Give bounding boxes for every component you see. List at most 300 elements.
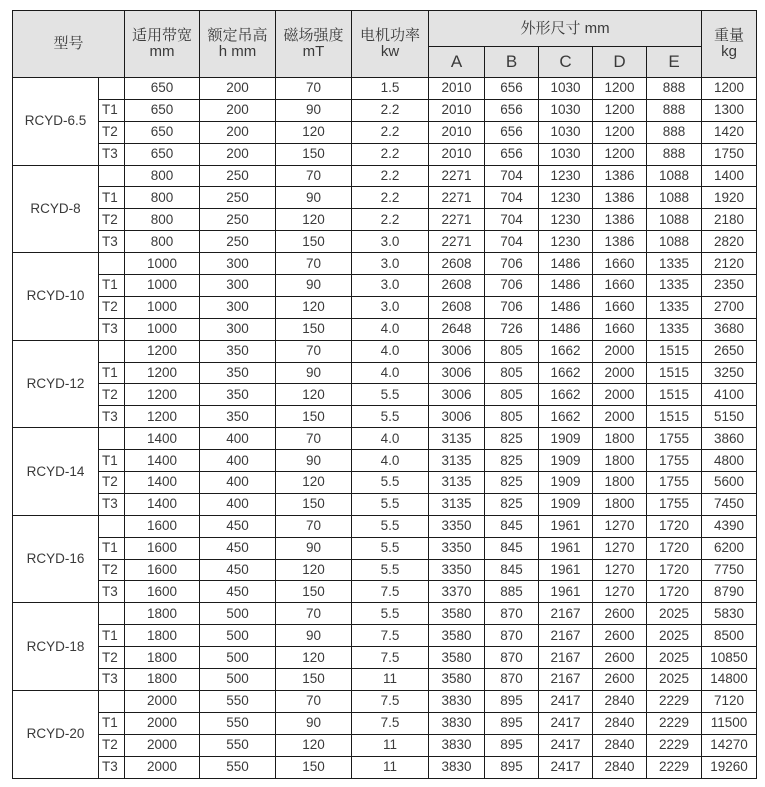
header-weight: 重量 kg [702, 11, 757, 78]
spec-table [12, 10, 757, 779]
cell-lift-height: 300 [200, 253, 276, 275]
cell-weight: 10850 [702, 647, 757, 669]
cell-variant: T2 [99, 209, 125, 231]
cell-belt-width: 800 [125, 209, 200, 231]
cell-dim-a: 3135 [429, 450, 485, 472]
cell-weight: 8790 [702, 581, 757, 603]
cell-lift-height: 550 [200, 734, 276, 756]
cell-dim-d: 1386 [593, 187, 647, 209]
cell-motor-power: 4.0 [352, 450, 429, 472]
cell-motor-power: 3.0 [352, 275, 429, 297]
cell-dim-d: 2000 [593, 406, 647, 428]
cell-dim-d: 1386 [593, 165, 647, 187]
cell-field-strength: 120 [276, 472, 352, 494]
cell-field-strength: 120 [276, 209, 352, 231]
cell-dim-d: 2840 [593, 690, 647, 712]
cell-field-strength: 150 [276, 143, 352, 165]
cell-dim-c: 1030 [539, 78, 593, 100]
cell-dim-b: 805 [485, 362, 539, 384]
cell-weight: 2820 [702, 231, 757, 253]
cell-belt-width: 1600 [125, 515, 200, 537]
cell-lift-height: 250 [200, 231, 276, 253]
cell-variant: T1 [99, 362, 125, 384]
cell-dim-d: 2600 [593, 603, 647, 625]
table-row [13, 559, 757, 581]
cell-lift-height: 450 [200, 581, 276, 603]
cell-dim-d: 2000 [593, 384, 647, 406]
cell-dim-d: 1386 [593, 231, 647, 253]
cell-field-strength: 90 [276, 275, 352, 297]
cell-dim-a: 2271 [429, 165, 485, 187]
table-row [13, 187, 757, 209]
cell-dim-c: 1030 [539, 143, 593, 165]
cell-field-strength: 70 [276, 340, 352, 362]
cell-lift-height: 450 [200, 559, 276, 581]
cell-variant: T3 [99, 143, 125, 165]
cell-dim-a: 3350 [429, 515, 485, 537]
cell-belt-width: 2000 [125, 756, 200, 778]
cell-variant: T2 [99, 734, 125, 756]
cell-field-strength: 150 [276, 406, 352, 428]
cell-motor-power: 5.5 [352, 603, 429, 625]
header-dimensions: 外形尺寸 mm [429, 11, 702, 47]
table-row [13, 647, 757, 669]
cell-variant: T1 [99, 450, 125, 472]
table-row [13, 340, 757, 362]
cell-dim-d: 1270 [593, 581, 647, 603]
cell-variant: T2 [99, 121, 125, 143]
cell-dim-a: 3350 [429, 559, 485, 581]
cell-belt-width: 1000 [125, 318, 200, 340]
cell-variant: T3 [99, 406, 125, 428]
cell-variant: T2 [99, 296, 125, 318]
cell-dim-d: 1270 [593, 559, 647, 581]
cell-dim-e: 1088 [647, 165, 702, 187]
header-model: 型号 [13, 11, 125, 78]
cell-dim-d: 2600 [593, 647, 647, 669]
table-row [13, 99, 757, 121]
cell-dim-e: 1088 [647, 187, 702, 209]
cell-lift-height: 550 [200, 690, 276, 712]
cell-dim-b: 895 [485, 734, 539, 756]
cell-lift-height: 400 [200, 493, 276, 515]
cell-dim-e: 1515 [647, 406, 702, 428]
cell-motor-power: 3.0 [352, 253, 429, 275]
cell-field-strength: 90 [276, 712, 352, 734]
cell-motor-power: 4.0 [352, 318, 429, 340]
header-dim-a: A [429, 47, 485, 78]
cell-dim-d: 1660 [593, 296, 647, 318]
cell-dim-d: 1800 [593, 428, 647, 450]
cell-weight: 19260 [702, 756, 757, 778]
cell-lift-height: 550 [200, 712, 276, 734]
cell-motor-power: 1.5 [352, 78, 429, 100]
cell-field-strength: 120 [276, 121, 352, 143]
cell-variant: T1 [99, 275, 125, 297]
cell-dim-a: 2271 [429, 187, 485, 209]
cell-lift-height: 350 [200, 362, 276, 384]
cell-dim-c: 1662 [539, 384, 593, 406]
cell-weight: 1400 [702, 165, 757, 187]
cell-dim-c: 1486 [539, 253, 593, 275]
cell-dim-d: 1660 [593, 275, 647, 297]
cell-dim-b: 895 [485, 712, 539, 734]
cell-dim-b: 870 [485, 647, 539, 669]
cell-lift-height: 300 [200, 318, 276, 340]
cell-dim-e: 1088 [647, 231, 702, 253]
cell-dim-a: 2010 [429, 143, 485, 165]
cell-dim-d: 1800 [593, 450, 647, 472]
cell-dim-c: 2417 [539, 712, 593, 734]
cell-dim-e: 2229 [647, 734, 702, 756]
cell-motor-power: 2.2 [352, 187, 429, 209]
cell-dim-c: 1486 [539, 296, 593, 318]
cell-dim-e: 1515 [647, 362, 702, 384]
cell-dim-b: 706 [485, 296, 539, 318]
cell-motor-power: 7.5 [352, 625, 429, 647]
cell-dim-e: 1720 [647, 537, 702, 559]
cell-dim-b: 726 [485, 318, 539, 340]
cell-dim-e: 2229 [647, 690, 702, 712]
cell-motor-power: 2.2 [352, 209, 429, 231]
table-row [13, 690, 757, 712]
cell-dim-a: 3135 [429, 428, 485, 450]
cell-dim-c: 1662 [539, 340, 593, 362]
table-row [13, 625, 757, 647]
cell-belt-width: 650 [125, 78, 200, 100]
cell-weight: 1200 [702, 78, 757, 100]
cell-lift-height: 400 [200, 428, 276, 450]
cell-dim-b: 845 [485, 515, 539, 537]
cell-field-strength: 70 [276, 165, 352, 187]
cell-dim-b: 870 [485, 603, 539, 625]
cell-dim-d: 2600 [593, 669, 647, 691]
cell-dim-c: 1486 [539, 275, 593, 297]
cell-motor-power: 4.0 [352, 428, 429, 450]
cell-belt-width: 1600 [125, 581, 200, 603]
cell-motor-power: 5.5 [352, 384, 429, 406]
cell-dim-a: 2608 [429, 253, 485, 275]
cell-dim-e: 888 [647, 78, 702, 100]
cell-lift-height: 250 [200, 165, 276, 187]
cell-belt-width: 2000 [125, 712, 200, 734]
cell-variant [99, 78, 125, 100]
cell-dim-a: 3006 [429, 340, 485, 362]
cell-weight: 2120 [702, 253, 757, 275]
table-row [13, 296, 757, 318]
cell-dim-b: 656 [485, 99, 539, 121]
cell-dim-e: 1335 [647, 318, 702, 340]
cell-motor-power: 2.2 [352, 143, 429, 165]
table-header [13, 11, 757, 78]
cell-dim-c: 1230 [539, 209, 593, 231]
cell-belt-width: 1400 [125, 472, 200, 494]
cell-dim-a: 2271 [429, 231, 485, 253]
cell-motor-power: 4.0 [352, 362, 429, 384]
cell-lift-height: 200 [200, 121, 276, 143]
cell-dim-a: 2010 [429, 121, 485, 143]
cell-dim-e: 888 [647, 121, 702, 143]
cell-belt-width: 1600 [125, 559, 200, 581]
cell-dim-a: 2010 [429, 99, 485, 121]
cell-dim-d: 1800 [593, 493, 647, 515]
cell-variant: T3 [99, 756, 125, 778]
cell-variant: T3 [99, 581, 125, 603]
cell-lift-height: 250 [200, 187, 276, 209]
cell-variant [99, 253, 125, 275]
table-row [13, 603, 757, 625]
table-row [13, 275, 757, 297]
header-motor-power: 电机功率 kw [352, 11, 429, 78]
cell-dim-c: 1030 [539, 121, 593, 143]
cell-dim-c: 2167 [539, 647, 593, 669]
cell-field-strength: 150 [276, 756, 352, 778]
table-row [13, 143, 757, 165]
cell-weight: 1920 [702, 187, 757, 209]
cell-field-strength: 70 [276, 690, 352, 712]
cell-variant: T3 [99, 231, 125, 253]
cell-motor-power: 5.5 [352, 515, 429, 537]
cell-weight: 11500 [702, 712, 757, 734]
cell-dim-e: 1335 [647, 253, 702, 275]
table-row [13, 78, 757, 100]
table-row [13, 362, 757, 384]
cell-dim-c: 2417 [539, 690, 593, 712]
cell-dim-e: 888 [647, 99, 702, 121]
cell-dim-e: 1720 [647, 559, 702, 581]
table-row [13, 669, 757, 691]
cell-dim-a: 2010 [429, 78, 485, 100]
cell-belt-width: 1800 [125, 603, 200, 625]
cell-motor-power: 5.5 [352, 537, 429, 559]
cell-weight: 3250 [702, 362, 757, 384]
cell-lift-height: 500 [200, 625, 276, 647]
cell-dim-d: 1270 [593, 515, 647, 537]
cell-dim-b: 870 [485, 625, 539, 647]
cell-dim-c: 1909 [539, 472, 593, 494]
cell-dim-c: 1662 [539, 362, 593, 384]
cell-variant: T1 [99, 625, 125, 647]
cell-dim-a: 3006 [429, 406, 485, 428]
header-field-strength: 磁场强度 mT [276, 11, 352, 78]
cell-field-strength: 120 [276, 734, 352, 756]
cell-dim-e: 1335 [647, 275, 702, 297]
cell-dim-b: 870 [485, 669, 539, 691]
cell-motor-power: 3.0 [352, 231, 429, 253]
header-lift-height: 额定吊高 h mm [200, 11, 276, 78]
cell-variant: T1 [99, 99, 125, 121]
cell-dim-a: 2648 [429, 318, 485, 340]
cell-dim-e: 2025 [647, 603, 702, 625]
cell-belt-width: 2000 [125, 734, 200, 756]
cell-field-strength: 90 [276, 362, 352, 384]
cell-weight: 5830 [702, 603, 757, 625]
header-dim-e: E [647, 47, 702, 78]
cell-motor-power: 4.0 [352, 340, 429, 362]
cell-dim-b: 805 [485, 340, 539, 362]
cell-variant: T3 [99, 669, 125, 691]
cell-motor-power: 7.5 [352, 690, 429, 712]
cell-dim-a: 2271 [429, 209, 485, 231]
cell-model: RCYD-16 [13, 515, 99, 603]
cell-belt-width: 1600 [125, 537, 200, 559]
cell-lift-height: 250 [200, 209, 276, 231]
cell-belt-width: 1400 [125, 428, 200, 450]
cell-field-strength: 90 [276, 99, 352, 121]
cell-belt-width: 650 [125, 121, 200, 143]
cell-dim-b: 895 [485, 756, 539, 778]
cell-dim-d: 1800 [593, 472, 647, 494]
cell-dim-e: 1755 [647, 493, 702, 515]
cell-dim-c: 1909 [539, 493, 593, 515]
cell-lift-height: 300 [200, 275, 276, 297]
cell-dim-d: 1660 [593, 318, 647, 340]
cell-dim-e: 1515 [647, 340, 702, 362]
cell-dim-a: 3135 [429, 472, 485, 494]
cell-variant [99, 165, 125, 187]
cell-dim-d: 1200 [593, 121, 647, 143]
cell-model: RCYD-10 [13, 253, 99, 341]
cell-lift-height: 400 [200, 450, 276, 472]
cell-lift-height: 500 [200, 669, 276, 691]
cell-lift-height: 350 [200, 384, 276, 406]
cell-motor-power: 5.5 [352, 493, 429, 515]
cell-dim-b: 825 [485, 493, 539, 515]
cell-weight: 7120 [702, 690, 757, 712]
cell-belt-width: 800 [125, 231, 200, 253]
cell-belt-width: 1000 [125, 275, 200, 297]
table-row [13, 231, 757, 253]
cell-dim-c: 2417 [539, 734, 593, 756]
cell-variant: T2 [99, 647, 125, 669]
cell-field-strength: 70 [276, 78, 352, 100]
cell-motor-power: 7.5 [352, 712, 429, 734]
cell-dim-a: 3370 [429, 581, 485, 603]
table-row [13, 253, 757, 275]
table-row [13, 734, 757, 756]
cell-model: RCYD-8 [13, 165, 99, 253]
cell-variant: T2 [99, 384, 125, 406]
table-row [13, 493, 757, 515]
cell-dim-d: 2840 [593, 712, 647, 734]
cell-motor-power: 7.5 [352, 647, 429, 669]
cell-dim-d: 2840 [593, 756, 647, 778]
cell-field-strength: 150 [276, 669, 352, 691]
cell-belt-width: 800 [125, 187, 200, 209]
cell-variant: T3 [99, 318, 125, 340]
cell-motor-power: 2.2 [352, 165, 429, 187]
cell-field-strength: 120 [276, 559, 352, 581]
cell-dim-c: 1909 [539, 428, 593, 450]
cell-dim-a: 3580 [429, 669, 485, 691]
header-dim-d: D [593, 47, 647, 78]
cell-motor-power: 7.5 [352, 581, 429, 603]
cell-variant [99, 515, 125, 537]
table-row [13, 384, 757, 406]
cell-belt-width: 1800 [125, 647, 200, 669]
header-dim-c: C [539, 47, 593, 78]
cell-belt-width: 1000 [125, 253, 200, 275]
cell-variant: T1 [99, 537, 125, 559]
cell-weight: 1300 [702, 99, 757, 121]
cell-dim-c: 1961 [539, 515, 593, 537]
cell-dim-a: 2608 [429, 296, 485, 318]
cell-weight: 2700 [702, 296, 757, 318]
cell-dim-c: 2167 [539, 603, 593, 625]
cell-dim-c: 1486 [539, 318, 593, 340]
cell-motor-power: 3.0 [352, 296, 429, 318]
cell-dim-b: 704 [485, 209, 539, 231]
cell-dim-c: 1230 [539, 165, 593, 187]
cell-dim-a: 3830 [429, 756, 485, 778]
cell-lift-height: 200 [200, 78, 276, 100]
cell-dim-d: 1386 [593, 209, 647, 231]
cell-dim-b: 805 [485, 406, 539, 428]
cell-motor-power: 11 [352, 756, 429, 778]
cell-dim-d: 1200 [593, 78, 647, 100]
cell-lift-height: 450 [200, 515, 276, 537]
cell-dim-b: 825 [485, 472, 539, 494]
cell-model: RCYD-20 [13, 690, 99, 778]
cell-belt-width: 2000 [125, 690, 200, 712]
cell-variant: T2 [99, 559, 125, 581]
cell-dim-c: 1909 [539, 450, 593, 472]
cell-weight: 14800 [702, 669, 757, 691]
table-row [13, 165, 757, 187]
cell-motor-power: 11 [352, 669, 429, 691]
cell-dim-d: 2840 [593, 734, 647, 756]
cell-field-strength: 90 [276, 187, 352, 209]
cell-dim-c: 2417 [539, 756, 593, 778]
cell-dim-e: 2025 [647, 669, 702, 691]
cell-belt-width: 650 [125, 143, 200, 165]
table-row [13, 318, 757, 340]
table-row [13, 537, 757, 559]
table-row [13, 712, 757, 734]
cell-dim-b: 656 [485, 78, 539, 100]
cell-dim-e: 1755 [647, 428, 702, 450]
cell-lift-height: 350 [200, 406, 276, 428]
cell-dim-e: 1755 [647, 472, 702, 494]
cell-dim-a: 3006 [429, 384, 485, 406]
cell-field-strength: 90 [276, 625, 352, 647]
cell-weight: 8500 [702, 625, 757, 647]
cell-weight: 3860 [702, 428, 757, 450]
cell-belt-width: 1800 [125, 669, 200, 691]
cell-dim-c: 2167 [539, 625, 593, 647]
cell-dim-a: 3830 [429, 712, 485, 734]
cell-dim-e: 2229 [647, 756, 702, 778]
cell-dim-d: 1270 [593, 537, 647, 559]
cell-dim-a: 3006 [429, 362, 485, 384]
cell-motor-power: 5.5 [352, 559, 429, 581]
cell-weight: 7750 [702, 559, 757, 581]
cell-dim-d: 2600 [593, 625, 647, 647]
cell-dim-b: 885 [485, 581, 539, 603]
table-row [13, 209, 757, 231]
cell-motor-power: 2.2 [352, 99, 429, 121]
table-body [13, 78, 757, 779]
cell-motor-power: 5.5 [352, 472, 429, 494]
cell-dim-e: 1720 [647, 515, 702, 537]
cell-belt-width: 800 [125, 165, 200, 187]
cell-variant [99, 340, 125, 362]
cell-field-strength: 90 [276, 450, 352, 472]
cell-dim-e: 1335 [647, 296, 702, 318]
cell-dim-e: 2025 [647, 625, 702, 647]
cell-variant: T1 [99, 187, 125, 209]
cell-dim-b: 704 [485, 187, 539, 209]
